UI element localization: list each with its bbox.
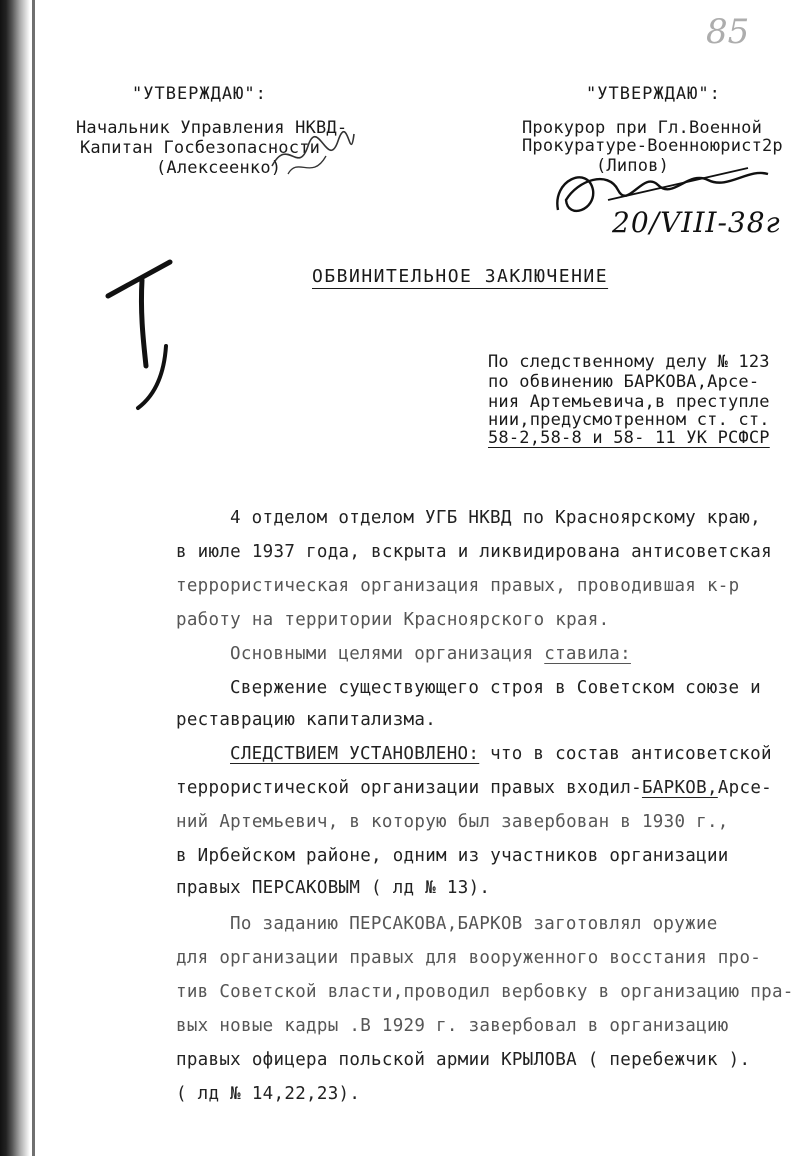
right-approval-line2: Прокуратуре-Военноюрист2р — [522, 136, 783, 156]
case-line1: По следственному делу № 123 — [488, 352, 770, 372]
body-p4-line2-c: Арсе- — [717, 778, 772, 798]
left-approval-heading: "УТВЕРЖДАЮ": — [132, 84, 267, 104]
body-p4-line5: правых ПЕРСАКОВЫМ ( лд № 13). — [176, 878, 491, 898]
archive-page-number: 85 — [706, 12, 750, 52]
body-p1-line2: в июле 1937 года, вскрыта и ликвидирована антисоветская — [176, 542, 772, 562]
body-p5-line6: ( лд № 14,22,23). — [176, 1084, 361, 1104]
case-line5: 58-2,58-8 и 58- 11 УК РСФСР — [488, 428, 770, 448]
body-p4-text: что в состав антисоветской — [479, 744, 772, 764]
margin-handwritten-mark — [104, 256, 184, 416]
body-p5-line1: По заданию ПЕРСАКОВА,БАРКОВ заготовлял оружие — [230, 914, 718, 934]
body-p4-line2 — [176, 778, 772, 798]
page-edge-line — [32, 0, 35, 1156]
body-p2-text: Основными целями организация — [230, 644, 545, 664]
body-p2-underlined: ставила: — [544, 644, 631, 664]
body-p1-line4: работу на территории Красноярского края. — [176, 610, 610, 630]
case-line3: ния Артемьевича,в преступле — [488, 392, 770, 412]
body-p5-line3: тив Советской власти,проводил вербовку в организацию пра- — [176, 982, 794, 1002]
right-approval-line1: Прокурор при Гл.Военной — [522, 118, 763, 138]
body-p2-line1 — [230, 644, 631, 664]
body-p1-line1: 4 отделом отделом УГБ НКВД по Красноярскому краю, — [230, 508, 761, 528]
case-line4: нии,предусмотренном ст. ст. — [488, 410, 770, 430]
body-p4-line3: ний Артемьевич, в которую был завербован в 1930 г., — [176, 812, 729, 832]
body-p3-line1: Свержение существующего строя в Советском союзе и — [230, 678, 761, 698]
body-p4-heading: СЛЕДСТВИЕМ УСТАНОВЛЕНО: — [230, 744, 480, 764]
body-p3-line2: реставрацию капитализма. — [176, 710, 437, 730]
right-approval-line3: (Липов) — [596, 156, 670, 176]
body-p5-line5: правых офицера польской армии КРЫЛОВА ( перебежчик ). — [176, 1050, 751, 1070]
body-p4-line2-b: БАРКОВ, — [641, 778, 718, 798]
left-approval-line3: (Алексеенко) — [156, 158, 282, 178]
page-edge-shadow — [0, 0, 30, 1156]
left-signature — [268, 126, 358, 186]
left-approval-line2: Капитан Госбезопасности — [80, 138, 321, 158]
document-title: ОБВИНИТЕЛЬНОЕ ЗАКЛЮЧЕНИЕ — [312, 266, 609, 287]
body-p4-line2-a: террористической организации правых входил- — [176, 778, 642, 798]
left-approval-line1: Начальник Управления НКВД- — [76, 118, 348, 138]
case-line2: по обвинению БАРКОВА,Арсе- — [488, 372, 760, 392]
right-handwritten-date: 20/VIII-38г — [612, 206, 781, 239]
right-approval-heading: "УТВЕРЖДАЮ": — [586, 84, 721, 104]
body-p4-line4: в Ирбейском районе, одним из участников организации — [176, 846, 729, 866]
body-p1-line3: террористическая организация правых, проводившая к-р — [176, 576, 740, 596]
body-p4-line1 — [230, 744, 772, 764]
body-p5-line4: вых новые кадры .В 1929 г. завербовал в организацию — [176, 1016, 729, 1036]
body-p5-line2: для организации правых для вооруженного восстания про- — [176, 948, 762, 968]
